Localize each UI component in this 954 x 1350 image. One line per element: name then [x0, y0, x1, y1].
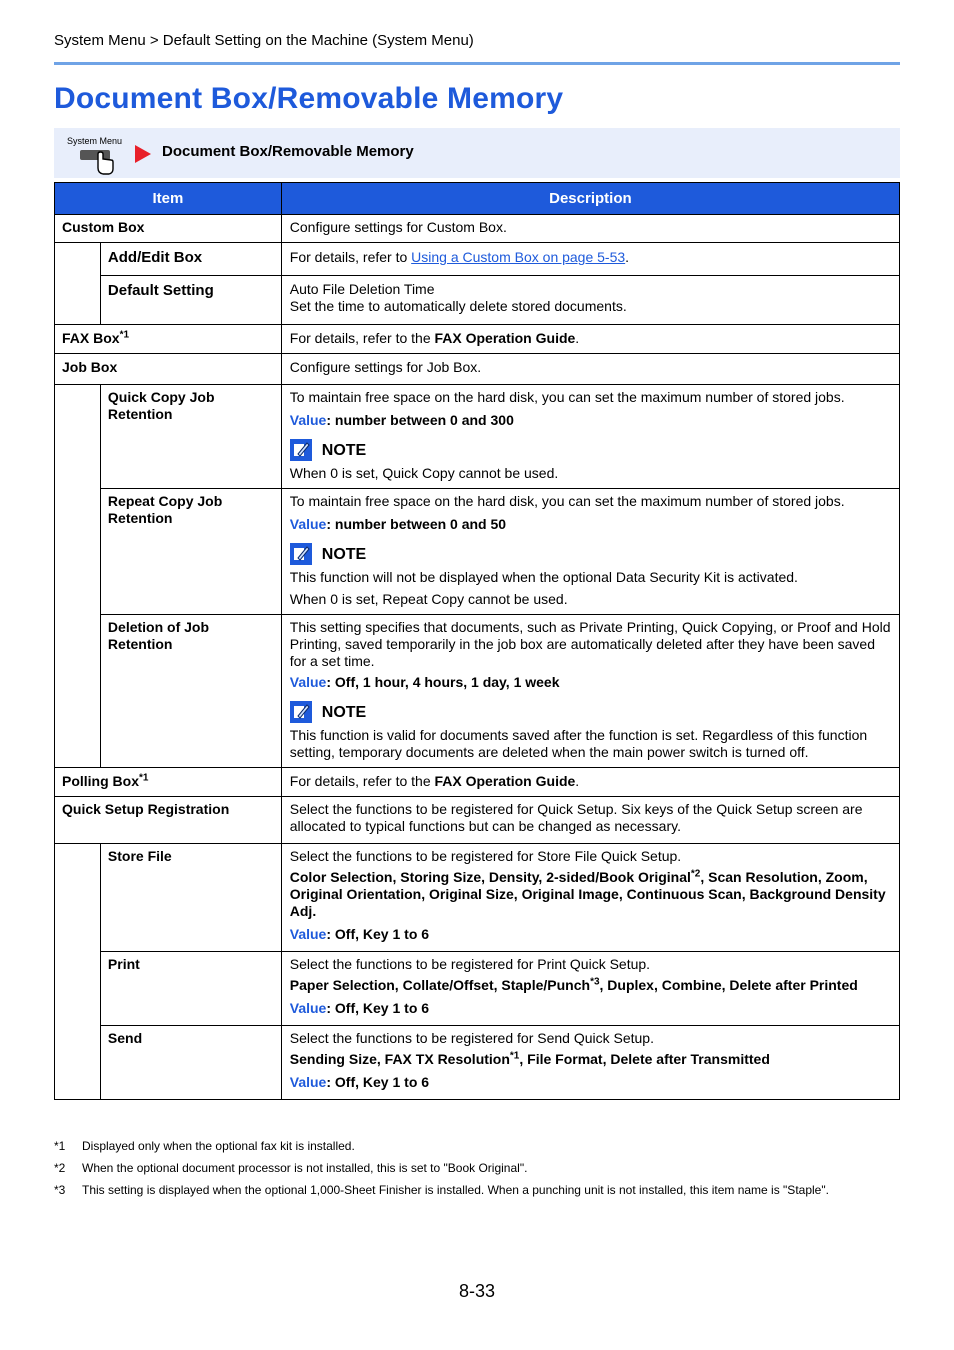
item-cell: Custom Box [55, 215, 282, 243]
function-list [290, 977, 891, 994]
description-text: . [575, 773, 580, 789]
description-cell [281, 489, 899, 615]
description-cell [281, 952, 899, 1026]
item-cell: Repeat Copy Job Retention [100, 489, 281, 615]
description-text: This setting specifies that documents, such as Private Printing, Quick Copying, or Proof and Hold Printing, saved temporarily in the job box are automatically deleted after they have been saved for a set time. [289, 619, 891, 669]
table-row [55, 276, 900, 325]
table-row [55, 952, 900, 1026]
description-text: For details, refer to the [289, 773, 435, 789]
item-cell: Default Setting [100, 276, 281, 325]
value-options: : Off, Key 1 to 6 [326, 1074, 430, 1090]
cross-reference-link[interactable]: Using a Custom Box on page 5-53 [411, 249, 626, 265]
value-label: Value [289, 1000, 327, 1016]
item-label: Polling Box [62, 773, 139, 789]
table-row [55, 354, 900, 385]
description-cell [281, 844, 899, 952]
footnote-text: When the optional document processor is not installed, this is set to "Book Original". [82, 1161, 528, 1175]
menu-path-bar [54, 128, 900, 178]
value-label: Value [289, 412, 327, 428]
table-row [55, 243, 900, 276]
table-row [55, 844, 900, 952]
note-heading [290, 701, 891, 723]
footnote-mark: *1 [54, 1139, 66, 1153]
item-cell: Deletion of Job Retention [100, 615, 281, 768]
value-options: : Off, Key 1 to 6 [326, 1000, 430, 1016]
item-cell: Store File [100, 844, 281, 952]
footnotes [54, 1139, 829, 1205]
function-names: , File Format, Delete after Transmitted [519, 1051, 770, 1067]
description-text: . [625, 249, 630, 265]
value-label: Value [289, 674, 327, 690]
value-line [290, 926, 891, 943]
footnote-text: This setting is displayed when the optional 1,000-Sheet Finisher is installed. When a punching unit is not installed, this item name is "Staple". [82, 1183, 829, 1197]
table-row [55, 385, 900, 489]
footnote [54, 1161, 829, 1175]
function-list [290, 1051, 891, 1068]
value-options: : Off, Key 1 to 6 [326, 926, 430, 942]
table-row [55, 325, 900, 354]
description-text: For details, refer to the [289, 330, 435, 346]
description-cell [281, 615, 899, 768]
description-cell: Configure settings for Custom Box. [281, 215, 899, 243]
value-line [290, 516, 891, 533]
value-line [290, 1074, 891, 1091]
item-cell: Quick Setup Registration [55, 797, 282, 844]
column-header-description: Description [281, 183, 899, 215]
description-text: Select the functions to be registered for Store File Quick Setup. [289, 848, 682, 864]
footnote-text: Displayed only when the optional fax kit is installed. [82, 1139, 355, 1153]
footnote [54, 1183, 829, 1197]
footnote-marker: *1 [509, 1050, 520, 1062]
description-text: For details, refer to [289, 249, 412, 265]
footnote-mark: *2 [54, 1161, 66, 1175]
item-cell [55, 768, 282, 797]
table-row [55, 797, 900, 844]
description-cell [281, 325, 899, 354]
value-range: : number between 0 and 300 [326, 412, 514, 428]
indent-cell [55, 385, 101, 768]
note-label: NOTE [321, 545, 367, 563]
description-text: Set the time to automatically delete stored documents. [289, 298, 627, 314]
footnote-marker: *1 [139, 772, 149, 784]
description-text: . [575, 330, 580, 346]
footnote-marker: *1 [119, 329, 130, 341]
function-names: , Duplex, Combine, Delete after Printed [599, 977, 858, 993]
note-icon [290, 543, 312, 565]
table-header [55, 183, 900, 215]
description-cell [281, 276, 899, 325]
description-cell: Select the functions to be registered for Quick Setup. Six keys of the Quick Setup screen are allocated to typical functions but can be changed as necessary. [281, 797, 899, 844]
note-label: NOTE [321, 703, 367, 721]
description-cell [281, 768, 899, 797]
function-names: Color Selection, Storing Size, Density, 2-sided/Book Original [289, 869, 691, 885]
value-options: : Off, 1 hour, 4 hours, 1 day, 1 week [326, 674, 560, 690]
item-label: FAX Box [62, 330, 120, 346]
value-label: Value [289, 516, 327, 532]
item-cell: Job Box [55, 354, 282, 385]
description-text: Auto File Deletion Time [289, 281, 435, 297]
value-label: Value [289, 926, 327, 942]
header-rule [54, 62, 900, 65]
footnote-marker: *3 [590, 976, 600, 988]
indent-cell [55, 844, 101, 1100]
note-icon [290, 701, 312, 723]
item-cell: Send [100, 1026, 281, 1100]
value-line [290, 412, 891, 429]
page-number: 8-33 [458, 1281, 496, 1301]
breadcrumb: System Menu > Default Setting on the Machine (System Menu) [54, 32, 474, 49]
footnote-marker: *2 [690, 868, 701, 880]
indent-cell [55, 243, 101, 325]
item-cell: Add/Edit Box [100, 243, 281, 276]
table-row [55, 1026, 900, 1100]
value-range: : number between 0 and 50 [326, 516, 507, 532]
note-text: When 0 is set, Repeat Copy cannot be used. [289, 591, 568, 607]
footnote [54, 1139, 829, 1153]
footnote-mark: *3 [54, 1183, 66, 1197]
table-row [55, 615, 900, 768]
guide-reference: FAX Operation Guide [434, 330, 576, 346]
note-text: This function will not be displayed when the optional Data Security Kit is activated. [289, 569, 798, 585]
guide-reference: FAX Operation Guide [434, 773, 576, 789]
description-text: Select the functions to be registered for Send Quick Setup. [289, 1030, 654, 1046]
item-cell: Print [100, 952, 281, 1026]
description-cell [281, 385, 899, 489]
table-row [55, 768, 900, 797]
note-text: When 0 is set, Quick Copy cannot be used. [289, 465, 559, 481]
note-heading [290, 543, 891, 565]
function-list [290, 869, 891, 920]
description-cell [281, 243, 899, 276]
system-menu-key-label: System Menu [67, 136, 123, 146]
table-row [55, 215, 900, 243]
item-cell: Quick Copy Job Retention [100, 385, 281, 489]
value-label: Value [289, 1074, 327, 1090]
column-header-item: Item [55, 183, 282, 215]
note-text: This function is valid for documents saved after the function is set. Regardless of this function setting, temporary documents are deleted when the main power switch is turned off. [289, 727, 868, 760]
note-icon [290, 439, 312, 461]
function-names: , Scan Resolution, Zoom, Original Orientation, Original Size, Original Image, Continuous Scan, Background Density Adj. [289, 869, 886, 919]
table-row [55, 489, 900, 615]
system-menu-key-icon [64, 136, 124, 176]
description-text: To maintain free space on the hard disk, you can set the maximum number of stored jobs. [289, 493, 845, 509]
arrow-right-icon [135, 145, 151, 163]
function-names: Paper Selection, Collate/Offset, Staple/Punch [289, 977, 591, 993]
value-line [290, 674, 891, 691]
description-cell: Configure settings for Job Box. [281, 354, 899, 385]
menu-path-text: Document Box/Removable Memory [162, 143, 414, 160]
settings-table [54, 182, 900, 1100]
function-names: Sending Size, FAX TX Resolution [289, 1051, 510, 1067]
page-title: Document Box/Removable Memory [54, 82, 564, 115]
item-cell [55, 325, 282, 354]
note-heading [290, 439, 891, 461]
description-cell [281, 1026, 899, 1100]
value-line [290, 1000, 891, 1017]
note-label: NOTE [321, 441, 367, 459]
description-text: To maintain free space on the hard disk, you can set the maximum number of stored jobs. [289, 389, 845, 405]
description-text: Select the functions to be registered for Print Quick Setup. [289, 956, 651, 972]
